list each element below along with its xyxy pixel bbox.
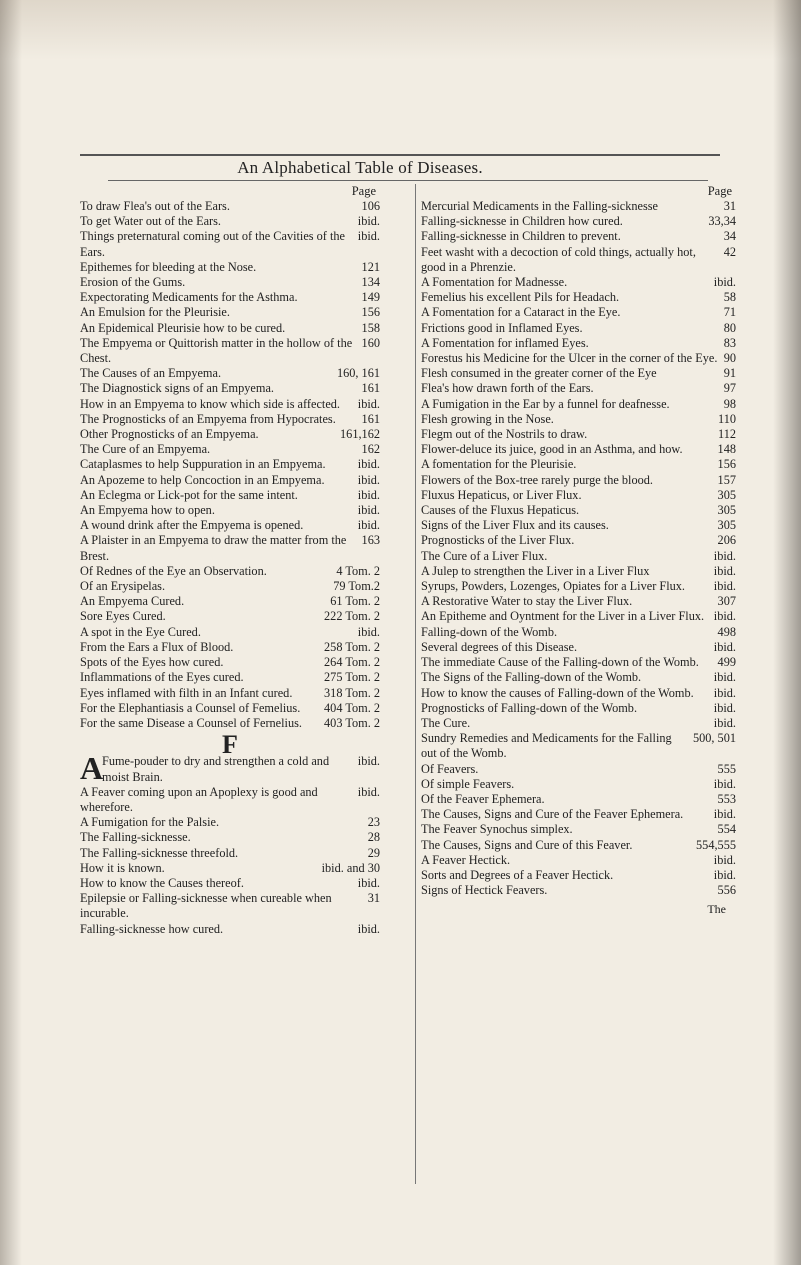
entry-page: 110 — [718, 411, 736, 426]
entry-text: An Empyema Cured. — [80, 594, 185, 609]
index-entry — [421, 533, 736, 548]
index-entry — [80, 305, 380, 320]
entry-text: An Emulsion for the Pleurisie. — [80, 305, 230, 320]
index-entry — [80, 830, 380, 845]
entry-text: The Causes, Signs and Cure of the Feaver Ephemera. — [421, 807, 684, 822]
entry-text: Signs of Hectick Feavers. — [421, 883, 548, 898]
index-entry — [421, 321, 736, 336]
entry-page: 80 — [723, 320, 736, 335]
entry-page: ibid. — [357, 457, 380, 472]
entry-text: Falling-down of the Womb. — [421, 624, 558, 639]
entry-page: 158 — [361, 320, 380, 335]
entry-page: 403 Tom. 2 — [324, 715, 380, 730]
index-entry — [80, 518, 380, 533]
left-page-label: Page — [351, 184, 376, 198]
entry-page: 33,34 — [708, 214, 736, 229]
entry-page: 554,555 — [696, 837, 736, 852]
letter-heading-f: F — [222, 730, 238, 760]
entry-text: Falling-sicknesse in Children how cured. — [421, 214, 623, 229]
index-entry — [80, 686, 380, 701]
entry-page: 61 Tom. 2 — [330, 594, 380, 609]
entry-text: Fluxus Hepaticus, or Liver Flux. — [421, 487, 582, 502]
index-entry — [421, 792, 736, 807]
index-entry — [421, 883, 736, 898]
entry-text: A Fomentation for Madnesse. — [421, 275, 568, 290]
entry-page: 258 Tom. 2 — [324, 639, 380, 654]
entry-text: For the Elephantiasis a Counsel of Femelius. — [80, 700, 301, 715]
entry-page: 58 — [723, 290, 736, 305]
index-entry — [421, 457, 736, 472]
entry-text: Feet washt with a decoction of cold things, actually hot, good in a Phrenzie. — [421, 244, 696, 274]
index-entry — [421, 594, 736, 609]
entry-text: Falling-sicknesse how cured. — [80, 921, 224, 936]
entry-text: How to know the Causes thereof. — [80, 875, 244, 890]
entry-page: ibid. — [713, 579, 736, 594]
entry-page: 318 Tom. 2 — [324, 685, 380, 700]
entry-page: 28 — [367, 830, 380, 845]
entry-text: The Diagnostick signs of an Empyema. — [80, 381, 274, 396]
entry-text: Of simple Feavers. — [421, 776, 515, 791]
entry-text: A Restorative Water to stay the Liver Flux. — [421, 594, 633, 609]
entry-page: 206 — [717, 533, 736, 548]
index-entry — [421, 716, 736, 731]
entry-text: The Falling-sicknesse. — [80, 830, 191, 845]
entry-text: A fomentation for the Pleurisie. — [421, 457, 577, 472]
index-entry — [421, 199, 736, 214]
entry-page: 305 — [717, 518, 736, 533]
index-entry — [80, 625, 380, 640]
index-entry — [80, 609, 380, 624]
left-entries — [80, 199, 380, 731]
entry-page: 156 — [717, 457, 736, 472]
index-entry — [80, 336, 380, 366]
right-entries — [421, 199, 736, 898]
index-entry — [421, 853, 736, 868]
entry-page: 305 — [717, 503, 736, 518]
index-entry — [80, 876, 380, 891]
entry-text: How in an Empyema to know which side is affected. — [80, 396, 340, 411]
entry-text: To draw Flea's out of the Ears. — [80, 199, 230, 213]
right-column — [415, 184, 736, 1184]
entry-text: Sundry Remedies and Medicaments for the Falling out of the Womb. — [421, 731, 672, 761]
index-entry — [421, 336, 736, 351]
index-entry — [421, 686, 736, 701]
entry-page: 500, 501 — [692, 731, 736, 746]
index-entry — [421, 427, 736, 442]
entry-text: Sore Eyes Cured. — [80, 609, 166, 624]
entry-text: A Feaver Hectick. — [421, 852, 511, 867]
entry-page: ibid. — [357, 503, 380, 518]
entry-page: 161 — [361, 411, 380, 426]
index-entry — [80, 457, 380, 472]
index-entry — [421, 549, 736, 564]
index-entry — [80, 199, 380, 214]
entry-text: The Falling-sicknesse threefold. — [80, 845, 239, 860]
entry-page: ibid. — [357, 487, 380, 502]
index-entry — [80, 503, 380, 518]
entry-text: An Epidemical Pleurisie how to be cured. — [80, 320, 286, 335]
index-entry — [421, 473, 736, 488]
entry-page: 90 — [723, 351, 736, 366]
index-entry — [421, 442, 736, 457]
index-entry — [421, 412, 736, 427]
index-entry — [80, 594, 380, 609]
index-entry — [80, 579, 380, 594]
index-entry — [421, 807, 736, 822]
index-entry — [80, 290, 380, 305]
entry-page: 83 — [723, 335, 736, 350]
entry-text: Frictions good in Inflamed Eyes. — [421, 320, 583, 335]
entry-text: Epithemes for bleeding at the Nose. — [80, 259, 257, 274]
entry-page: 4 Tom. 2 — [336, 563, 380, 578]
entry-text: Epilepsie or Falling-sicknesse when cureable when incurable. — [80, 891, 332, 921]
entry-text: A Plaister in an Empyema to draw the matter from the Brest. — [80, 533, 347, 563]
index-entry — [421, 518, 736, 533]
entry-page: 264 Tom. 2 — [324, 655, 380, 670]
entry-text: The Empyema or Quittorish matter in the hollow of the Chest. — [80, 335, 353, 366]
index-entry — [80, 275, 380, 290]
entry-page: 121 — [361, 259, 380, 274]
entry-text: Of Rednes of the Eye an Observation. — [80, 563, 267, 578]
entry-page: ibid. — [713, 852, 736, 867]
entry-page: ibid. — [357, 214, 380, 229]
entry-text: The Causes of an Empyema. — [80, 366, 222, 381]
entry-text: An Eclegma or Lick-pot for the same intent. — [80, 487, 298, 502]
index-entry — [421, 381, 736, 396]
entry-page: 91 — [723, 366, 736, 381]
entry-page: ibid. — [713, 670, 736, 685]
index-entry — [421, 290, 736, 305]
index-entry — [80, 381, 380, 396]
entry-page: 404 Tom. 2 — [324, 700, 380, 715]
entry-page: ibid. — [357, 518, 380, 533]
index-entry — [80, 815, 380, 830]
entry-page: 34 — [723, 229, 736, 244]
left-column — [80, 184, 380, 937]
entry-text: Flesh growing in the Nose. — [421, 411, 554, 426]
entry-page: 98 — [723, 396, 736, 411]
entry-text: A Fumigation for the Palsie. — [80, 815, 220, 830]
entry-page: 305 — [717, 487, 736, 502]
index-entry — [421, 564, 736, 579]
entry-text: How to know the causes of Falling-down of the Womb. — [421, 685, 694, 700]
index-entry — [80, 701, 380, 716]
index-entry — [80, 670, 380, 685]
entry-text: Erosion of the Gums. — [80, 275, 186, 290]
entry-text: Of the Feaver Ephemera. — [421, 791, 545, 806]
entry-text: Flesh consumed in the greater corner of the Eye — [421, 366, 657, 381]
entry-text: Prognosticks of the Liver Flux. — [421, 533, 575, 548]
index-entry — [421, 655, 736, 670]
entry-page: ibid. — [713, 700, 736, 715]
index-entry — [80, 321, 380, 336]
entry-text: Expectorating Medicaments for the Asthma. — [80, 290, 298, 305]
entry-page: 160, 161 — [336, 366, 380, 381]
entry-page: 148 — [717, 442, 736, 457]
entry-page: 97 — [723, 381, 736, 396]
entry-page: 160 — [361, 335, 380, 350]
entry-page: 29 — [367, 845, 380, 860]
entry-text: Forestus his Medicine for the Ulcer in the corner of the Eye. — [421, 351, 718, 366]
entry-text: The Prognosticks of an Empyema from Hypocrates. — [80, 411, 336, 426]
entry-text: Fume-pouder to dry and strengthen a cold and moist Brain. — [102, 754, 330, 784]
index-entry — [421, 488, 736, 503]
entry-page: 499 — [717, 655, 736, 670]
index-entry — [80, 533, 380, 563]
index-entry — [80, 655, 380, 670]
index-entry — [80, 397, 380, 412]
entry-text: Of Feavers. — [421, 761, 479, 776]
entry-text: Causes of the Fluxus Hepaticus. — [421, 503, 580, 518]
header-rule — [80, 154, 720, 156]
entry-text: Signs of the Liver Flux and its causes. — [421, 518, 609, 533]
index-entry — [80, 846, 380, 861]
entry-text: Cataplasmes to help Suppuration in an Empyema. — [80, 457, 326, 472]
index-entry — [421, 731, 736, 761]
index-entry — [421, 762, 736, 777]
entry-text: An Epitheme and Oyntment for the Liver in a Liver Flux. — [421, 609, 705, 624]
entry-page: 157 — [717, 472, 736, 487]
entry-page: ibid. and 30 — [321, 860, 380, 875]
entry-text: For the same Disease a Counsel of Fernelius. — [80, 715, 302, 730]
index-entry — [80, 922, 380, 937]
index-entry — [80, 785, 380, 815]
index-entry — [421, 777, 736, 792]
entry-page: ibid. — [713, 685, 736, 700]
index-entry — [80, 488, 380, 503]
entry-page: ibid. — [713, 275, 736, 290]
entry-page: ibid. — [713, 807, 736, 822]
index-entry — [80, 716, 380, 731]
index-entry — [80, 366, 380, 381]
entry-page: 275 Tom. 2 — [324, 670, 380, 685]
index-entry — [421, 838, 736, 853]
index-entry — [421, 245, 736, 275]
entry-page: ibid. — [713, 867, 736, 882]
entry-page: 163 — [361, 533, 380, 548]
index-entry — [80, 564, 380, 579]
drop-cap: A — [80, 750, 104, 787]
entry-page: ibid. — [713, 776, 736, 791]
index-entry — [421, 229, 736, 244]
entry-page: 161,162 — [340, 427, 380, 442]
index-entry — [421, 868, 736, 883]
entry-page: 222 Tom. 2 — [324, 609, 380, 624]
entry-text: Things preternatural coming out of the Cavities of the Ears. — [80, 229, 345, 259]
index-entry — [421, 579, 736, 594]
entry-page: 553 — [717, 791, 736, 806]
entry-text: The Cure. — [421, 715, 471, 730]
entry-text: A Fumigation in the Ear by a funnel for deafnesse. — [421, 396, 670, 411]
entry-text: A Fomentation for a Cataract in the Eye. — [421, 305, 621, 320]
entry-page: 112 — [718, 427, 736, 442]
entry-page: 71 — [723, 305, 736, 320]
entry-page: ibid. — [357, 396, 380, 411]
index-entry — [421, 609, 736, 624]
entry-page: 149 — [361, 290, 380, 305]
entry-text: A Julep to strengthen the Liver in a Liver Flux — [421, 563, 650, 578]
running-head-rule — [108, 180, 708, 181]
left-f-entries — [80, 785, 380, 937]
entry-text: Flower-deluce its juice, good in an Asthma, and how. — [421, 442, 683, 457]
entry-page: ibid. — [713, 715, 736, 730]
index-entry — [421, 670, 736, 685]
catchword: The — [707, 902, 726, 917]
entry-page: 498 — [717, 624, 736, 639]
index-entry — [421, 366, 736, 381]
entry-page: ibid. — [713, 563, 736, 578]
entry-text: Flea's how drawn forth of the Ears. — [421, 381, 594, 396]
entry-page: 134 — [361, 275, 380, 290]
entry-text: Femelius his excellent Pils for Headach. — [421, 290, 620, 305]
entry-page: 556 — [717, 883, 736, 898]
index-entry — [80, 891, 380, 921]
index-entry — [80, 427, 380, 442]
entry-text: The Cure of a Liver Flux. — [421, 548, 548, 563]
entry-text: An Empyema how to open. — [80, 503, 215, 518]
running-head: An Alphabetical Table of Diseases. — [237, 158, 483, 177]
index-entry — [80, 442, 380, 457]
entry-page: ibid. — [357, 921, 380, 936]
index-entry — [80, 861, 380, 876]
index-entry — [421, 351, 736, 366]
entry-page: ibid. — [357, 784, 380, 799]
entry-page: 31 — [367, 891, 380, 906]
entry-text: Eyes inflamed with filth in an Infant cured. — [80, 685, 293, 700]
entry-text: Inflammations of the Eyes cured. — [80, 670, 244, 685]
entry-text: Prognosticks of Falling-down of the Womb. — [421, 700, 638, 715]
entry-text: Mercurial Medicaments in the Falling-sicknesse — [421, 199, 658, 213]
entry-page: ibid. — [357, 624, 380, 639]
entry-text: Of an Erysipelas. — [80, 579, 166, 594]
entry-page: 23 — [367, 815, 380, 830]
entry-text: To get Water out of the Ears. — [80, 214, 221, 229]
index-entry — [80, 412, 380, 427]
entry-text: A wound drink after the Empyema is opened. — [80, 518, 304, 533]
index-entry — [421, 701, 736, 716]
index-entry — [80, 229, 380, 259]
entry-page: 42 — [723, 244, 736, 259]
entry-page: ibid. — [713, 639, 736, 654]
index-entry — [421, 275, 736, 290]
entry-text: From the Ears a Flux of Blood. — [80, 639, 234, 654]
entry-page: 162 — [361, 442, 380, 457]
right-page-label: Page — [707, 184, 732, 198]
index-entry — [421, 625, 736, 640]
index-entry — [80, 473, 380, 488]
entry-text: A Fomentation for inflamed Eyes. — [421, 335, 589, 350]
entry-text: Syrups, Powders, Lozenges, Opiates for a Liver Flux. — [421, 579, 685, 594]
entry-text: Flowers of the Box-tree rarely purge the blood. — [421, 472, 653, 487]
entry-page: 31 — [723, 199, 736, 213]
entry-text: An Apozeme to help Concoction in an Empyema. — [80, 472, 325, 487]
entry-page: ibid. — [357, 754, 380, 769]
entry-page: ibid. — [357, 875, 380, 890]
entry-text: The immediate Cause of the Falling-down of the Womb. — [421, 655, 699, 670]
entry-text: How it is known. — [80, 860, 165, 875]
entry-text: A Feaver coming upon an Apoplexy is good and wherefore. — [80, 784, 318, 814]
entry-page: 106 — [361, 199, 380, 213]
entry-page: ibid. — [713, 609, 736, 624]
index-entry — [421, 503, 736, 518]
entry-text: Spots of the Eyes how cured. — [80, 655, 224, 670]
entry-text: The Feaver Synochus simplex. — [421, 822, 573, 837]
index-entry — [80, 214, 380, 229]
entry-text: The Signs of the Falling-down of the Womb. — [421, 670, 642, 685]
index-entry — [421, 305, 736, 320]
index-entry — [80, 750, 380, 787]
entry-page: 156 — [361, 305, 380, 320]
index-entry — [421, 214, 736, 229]
index-entry — [421, 640, 736, 655]
index-entry — [421, 822, 736, 837]
entry-text: Several degrees of this Disease. — [421, 639, 578, 654]
entry-page: 161 — [361, 381, 380, 396]
entry-text: The Cure of an Empyema. — [80, 442, 211, 457]
index-entry — [421, 397, 736, 412]
entry-page: 79 Tom.2 — [333, 579, 380, 594]
index-entry — [80, 260, 380, 275]
entry-page: 555 — [717, 761, 736, 776]
index-entry — [80, 640, 380, 655]
entry-text: Flegm out of the Nostrils to draw. — [421, 427, 588, 442]
entry-page: 307 — [717, 594, 736, 609]
entry-text: The Causes, Signs and Cure of this Feaver. — [421, 837, 633, 852]
entry-text: Falling-sicknesse in Children to prevent. — [421, 229, 621, 244]
entry-page: ibid. — [713, 548, 736, 563]
entry-page: 554 — [717, 822, 736, 837]
entry-page: ibid. — [357, 229, 380, 244]
entry-text: Other Prognosticks of an Empyema. — [80, 427, 259, 442]
entry-text: A spot in the Eye Cured. — [80, 624, 201, 639]
entry-page: ibid. — [357, 472, 380, 487]
entry-text: Sorts and Degrees of a Feaver Hectick. — [421, 867, 614, 882]
